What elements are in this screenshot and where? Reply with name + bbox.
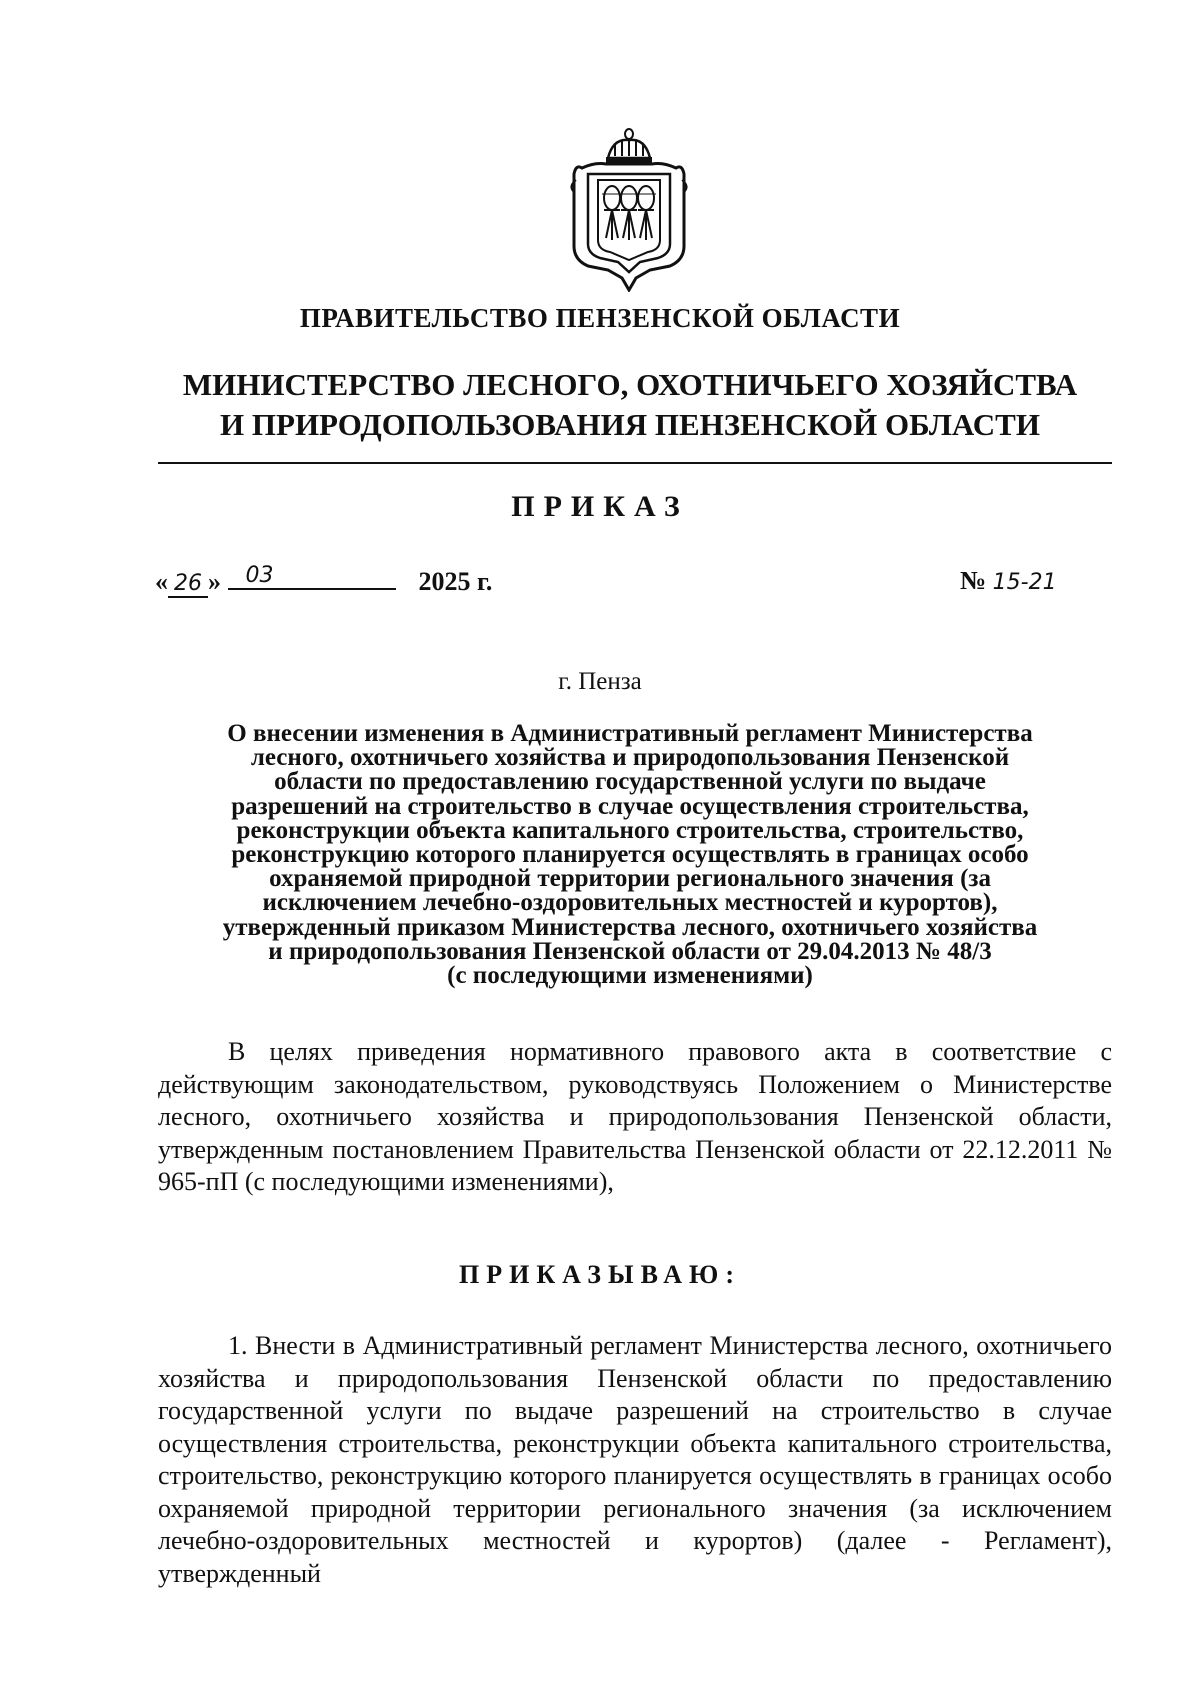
- order-date: [155, 563, 493, 598]
- title-line: и природопользования Пензенской области от 29.04.2013 № 48/3: [268, 937, 992, 965]
- order-number-value: 15-21: [992, 570, 1057, 595]
- order-day: 26: [168, 571, 208, 598]
- government-name: ПРАВИТЕЛЬСТВО ПЕНЗЕНСКОЙ ОБЛАСТИ: [299, 303, 901, 333]
- coat-of-arms-icon: [568, 120, 690, 292]
- date-quote-open: «: [155, 567, 168, 596]
- order-city: г. Пенза: [558, 668, 642, 695]
- preamble-paragraph: В целях приведения нормативного правового акта в соответствие с действующим законодательством, руководствуясь Положением о Министерстве лесного, охотничьего хозяйства и природопользования Пензенской области, утвержденным постановлением Правительства Пензенской области от 22.12.2011 № 965-пП (с последующими изменениями),: [158, 1037, 1112, 1196]
- order-year: 2025 г.: [418, 567, 493, 596]
- order-number-label: №: [960, 566, 987, 595]
- item-1-paragraph: 1. Внести в Административный регламент Министерства лесного, охотничьего хозяйства и природопользования Пензенской области по предоставлению государственной услуги по выдаче разрешений на строительство в случае осуществления строительства, реконструкции объекта капитального строительства, строительство, реконструкцию которого планируется осуществлять в границах особо охраняемой природной территории регионального значения (за исключением лечебно-оздоровительных местностей и курортов) (далее - Регламент), утвержденный: [158, 1331, 1112, 1588]
- ministry-name-line2: И ПРИРОДОПОЛЬЗОВАНИЯ ПЕНЗЕНСКОЙ ОБЛАСТИ: [220, 407, 1040, 442]
- date-quote-close: »: [208, 567, 221, 596]
- title-line: утвержденный приказом Министерства лесного, охотничьего хозяйства: [222, 913, 1038, 941]
- order-number: [960, 566, 1057, 596]
- title-line: лесного, охотничьего хозяйства и природопользования Пензенской: [250, 744, 1010, 772]
- ministry-name: [150, 365, 1110, 445]
- order-month: 03: [245, 563, 274, 588]
- title-line: реконструкции объекта капитального строительства, строительство,: [236, 816, 1024, 844]
- title-line: (с последующими изменениями): [447, 962, 813, 990]
- header-divider: [158, 462, 1112, 464]
- command-heading: ПРИКАЗЫВАЮ:: [459, 1260, 741, 1289]
- title-line: О внесении изменения в Административный регламент Министерства: [227, 720, 1033, 747]
- document-type: ПРИКАЗ: [511, 490, 689, 523]
- document-title: [150, 722, 1110, 988]
- title-line: разрешений на строительство в случае осуществления строительства,: [231, 792, 1029, 820]
- title-line: области по предоставлению государственной услуги по выдаче: [274, 768, 986, 796]
- order-month-field: [228, 563, 396, 590]
- title-line: охраняемой природной территории регионального значения (за: [269, 865, 991, 893]
- title-line: реконструкцию которого планируется осуществлять в границах особо: [231, 841, 1029, 869]
- ministry-name-line1: МИНИСТЕРСТВО ЛЕСНОГО, ОХОТНИЧЬЕГО ХОЗЯЙСТВА: [182, 367, 1078, 402]
- title-line: исключением лечебно-оздоровительных местностей и курортов),: [262, 889, 998, 917]
